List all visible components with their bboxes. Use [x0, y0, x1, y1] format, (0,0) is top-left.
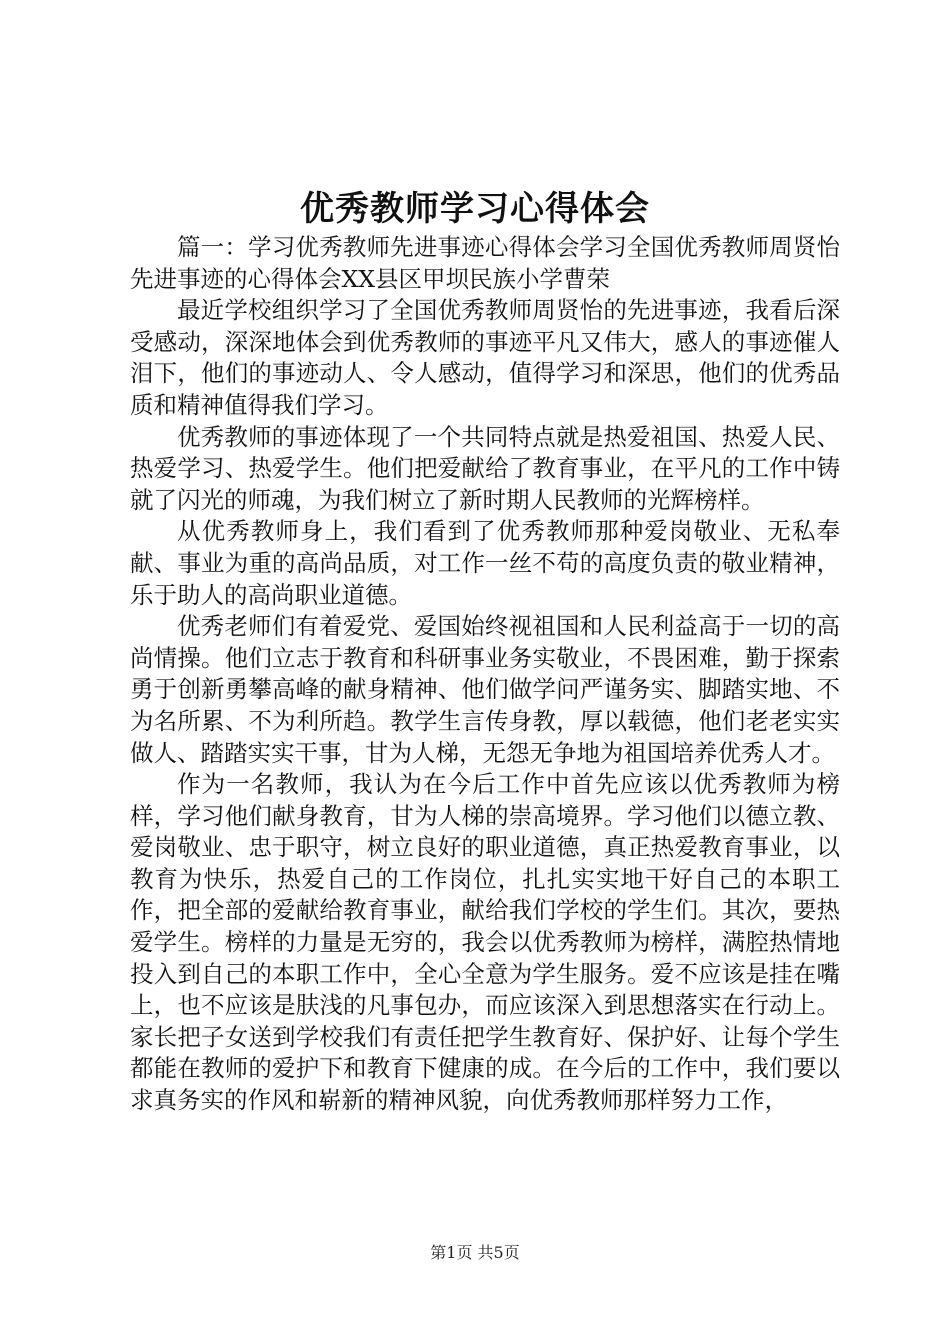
document-body: [130, 232, 840, 1117]
document-title: 优秀教师学习心得体会: [300, 189, 650, 229]
paragraph-6: 作为一名教师，我认为在今后工作中首先应该以优秀教师为榜样，学习他们献身教育，甘为人梯的崇高境界。学习他们以德立教、爱岗敬业、忠于职守，树立良好的职业道德，真正热爱教育事业，以教育为快乐，热爱自己的工作岗位，扎扎实实地干好自己的本职工作，把全部的爱献给教育事业，献给我们学校的学生们。其次，要热爱学生。榜样的力量是无穷的，我会以优秀教师为榜样，满腔热情地投入到自己的本职工作中，全心全意为学生服务。爱不应该是挂在嘴上，也不应该是肤浅的凡事包办，而应该深入到思想落实在行动上。家长把子女送到学校我们有责任把学生教育好、保护好、让每个学生都能在教师的爱护下和教育下健康的成。在今后的工作中，我们要以求真务实的作风和崭新的精神风貌，向优秀教师那样努力工作，: [130, 770, 840, 1115]
paragraph-1: 篇一：学习优秀教师先进事迹心得体会学习全国优秀教师周贤怡先进事迹的心得体会XX县区甲坝民族小学曹荣: [130, 233, 840, 293]
paragraph-2: 最近学校组织学习了全国优秀教师周贤怡的先进事迹，我看后深受感动，深深地体会到优秀教师的事迹平凡又伟大，感人的事迹催人泪下，他们的事迹动人、令人感动，值得学习和深思，他们的优秀品质和精神值得我们学习。: [130, 296, 840, 419]
paragraph-3: 优秀教师的事迹体现了一个共同特点就是热爱祖国、热爱人民、热爱学习、热爱学生。他们把爱献给了教育事业，在平凡的工作中铸就了闪光的师魂，为我们树立了新时期人民教师的光辉榜样。: [130, 422, 840, 514]
paragraph-4: 从优秀教师身上，我们看到了优秀教师那种爱岗敬业、无私奉献、事业为重的高尚品质，对工作一丝不苟的高度负责的敬业精神，乐于助人的高尚职业道德。: [130, 517, 840, 609]
page-number-footer: 第1页 共5页: [430, 1243, 520, 1262]
paragraph-5: 优秀老师们有着爱党、爱国始终视祖国和人民利益高于一切的高尚情操。他们立志于教育和科研事业务实敬业，不畏困难，勤于探索勇于创新勇攀高峰的献身精神、他们做学问严谨务实、脚踏实地、不为名所累、不为利所趋。教学生言传身教，厚以载德，他们老老实实做人、踏踏实实干事，甘为人梯，无怨无争地为祖国培养优秀人才。: [130, 612, 840, 767]
